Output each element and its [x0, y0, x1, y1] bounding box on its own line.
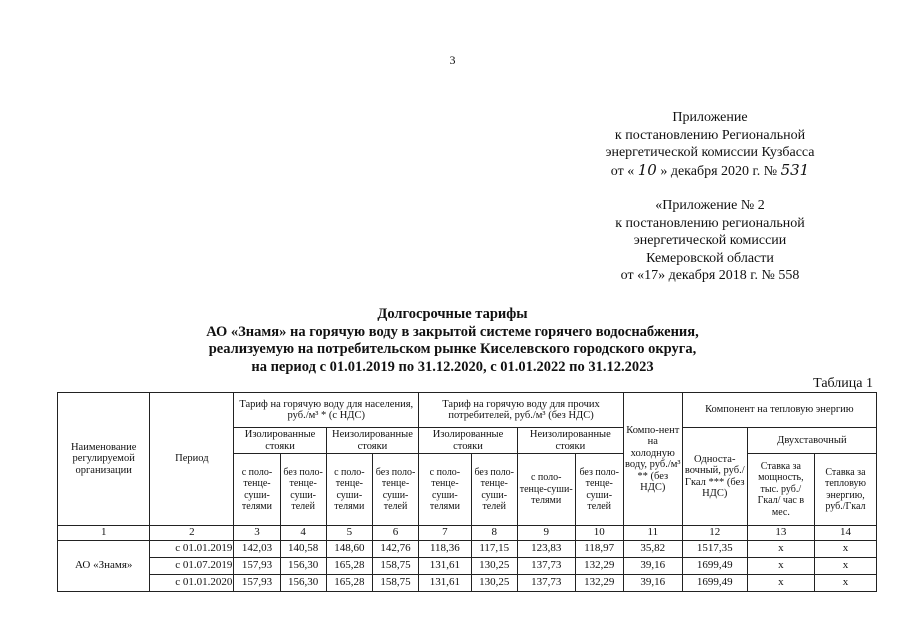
document-title [0, 306, 905, 376]
date-mid: » декабря 2020 г. № [660, 163, 778, 179]
value-cell: 156,30 [280, 557, 326, 574]
appendix2-line: к постановлению региональной [615, 215, 805, 231]
table-row [58, 574, 877, 591]
column-number: 9 [517, 526, 575, 541]
value-cell: 131,61 [419, 557, 471, 574]
value-cell: 1517,35 [682, 540, 747, 557]
period-cell: с 01.01.2019 [150, 540, 234, 557]
value-cell: x [747, 557, 814, 574]
value-cell: x [747, 574, 814, 591]
value-cell: 1699,49 [682, 557, 747, 574]
header-with-dryers: с поло-тенце-суши-телями [419, 454, 471, 526]
value-cell: 137,73 [517, 574, 575, 591]
appendix-date-line [560, 162, 860, 181]
value-cell: x [747, 540, 814, 557]
table-row [58, 557, 877, 574]
header-non-insulated: Неизолированные стояки [517, 428, 623, 454]
value-cell: x [814, 540, 876, 557]
header-energy-rate: Ставка за тепловую энергию, руб./Гкал [814, 454, 876, 526]
org-name-cell: АО «Знамя» [58, 540, 150, 591]
value-cell: 157,93 [234, 557, 280, 574]
header-population: Тариф на горячую воду для населения, руб./м³ * (с НДС) [234, 393, 419, 428]
value-cell: 165,28 [326, 557, 372, 574]
value-cell: 132,29 [575, 574, 623, 591]
appendix-line: к постановлению Региональной [614, 127, 806, 143]
header-without-dryers: без поло-тенце-суши-телей [280, 454, 326, 526]
header-capacity-rate: Ставка за мощность, тыс. руб./ Гкал/ час в мес. [747, 454, 814, 526]
header-insulated: Изолированные стояки [419, 428, 518, 454]
header-two-rate: Двухставочный [747, 428, 876, 454]
column-number: 6 [372, 526, 418, 541]
value-cell: 130,25 [471, 574, 517, 591]
appendix-line: энергетической комиссии Кузбасса [605, 145, 815, 160]
value-cell: 123,83 [517, 540, 575, 557]
appendix2-block [560, 197, 860, 285]
value-cell: 117,15 [471, 540, 517, 557]
appendix2-line: Кемеровской области [646, 250, 774, 266]
column-number: 2 [150, 526, 234, 541]
date-prefix: от « [610, 163, 635, 179]
header-without-dryers: без поло-тенце-суши-телей [575, 454, 623, 526]
value-cell: 132,29 [575, 557, 623, 574]
value-cell: 142,03 [234, 540, 280, 557]
value-cell: 158,75 [372, 557, 418, 574]
column-number: 3 [234, 526, 280, 541]
value-cell: 39,16 [623, 574, 682, 591]
value-cell: 137,73 [517, 557, 575, 574]
appendix2-line: «Приложение № 2 [655, 198, 765, 213]
value-cell: 157,93 [234, 574, 280, 591]
value-cell: 158,75 [372, 574, 418, 591]
tariff-table [57, 392, 877, 592]
column-number: 5 [326, 526, 372, 541]
value-cell: 165,28 [326, 574, 372, 591]
period-cell: с 01.01.2020 [150, 574, 234, 591]
appendix2-line: от «17» декабря 2018 г. № 558 [620, 268, 800, 283]
column-number: 7 [419, 526, 471, 541]
header-non-insulated: Неизолированные стояки [326, 428, 418, 454]
period-cell: с 01.07.2019 [150, 557, 234, 574]
appendix-block [560, 109, 860, 180]
header-with-dryers: с поло-тенце-суши-телями [517, 454, 575, 526]
value-cell: 148,60 [326, 540, 372, 557]
value-cell: 118,97 [575, 540, 623, 557]
value-cell: 130,25 [471, 557, 517, 574]
handwritten-number: 531 [780, 160, 810, 179]
value-cell: x [814, 574, 876, 591]
header-without-dryers: без поло-тенце-суши-телей [471, 454, 517, 526]
column-number-row [58, 526, 877, 541]
column-number: 14 [814, 526, 876, 541]
value-cell: 39,16 [623, 557, 682, 574]
header-heat: Компонент на тепловую энергию [682, 393, 876, 428]
header-org: Наименование регулируемой организации [58, 393, 150, 526]
column-number: 8 [471, 526, 517, 541]
header-with-dryers: с поло-тенце-суши-телями [234, 454, 280, 526]
title-line: Долгосрочные тарифы [377, 306, 528, 322]
header-without-dryers: без поло-тенце-суши-телей [372, 454, 418, 526]
value-cell: 131,61 [419, 574, 471, 591]
header-insulated: Изолированные стояки [234, 428, 326, 454]
table-label: Таблица 1 [813, 376, 873, 391]
handwritten-day: 10 [637, 160, 657, 179]
page-number: 3 [449, 53, 456, 67]
title-line: реализуемую на потребительском рынке Киселевского городского округа, [208, 341, 697, 357]
header-others: Тариф на горячую воду для прочих потребителей, руб./м³ (без НДС) [419, 393, 624, 428]
header-with-dryers: с поло-тенце-суши-телями [326, 454, 372, 526]
value-cell: 1699,49 [682, 574, 747, 591]
value-cell: 142,76 [372, 540, 418, 557]
column-number: 12 [682, 526, 747, 541]
appendix-line: Приложение [672, 110, 748, 125]
column-number: 1 [58, 526, 150, 541]
title-line: АО «Знамя» на горячую воду в закрытой системе горячего водоснабжения, [206, 323, 699, 340]
column-number: 11 [623, 526, 682, 541]
value-cell: 156,30 [280, 574, 326, 591]
title-line: на период с 01.01.2019 по 31.12.2020, с 01.01.2022 по 31.12.2023 [251, 358, 654, 375]
value-cell: 140,58 [280, 540, 326, 557]
table-row [58, 540, 877, 557]
column-number: 10 [575, 526, 623, 541]
appendix2-line: энергетической комиссии [633, 233, 787, 248]
value-cell: x [814, 557, 876, 574]
column-number: 4 [280, 526, 326, 541]
column-number: 13 [747, 526, 814, 541]
header-period: Период [150, 393, 234, 526]
header-cold-water: Компо-нент на холодную воду, руб./м³ ** (без НДС) [623, 393, 682, 526]
value-cell: 118,36 [419, 540, 471, 557]
value-cell: 35,82 [623, 540, 682, 557]
header-single-rate: Односта-вочный, руб./Гкал *** (без НДС) [682, 428, 747, 526]
